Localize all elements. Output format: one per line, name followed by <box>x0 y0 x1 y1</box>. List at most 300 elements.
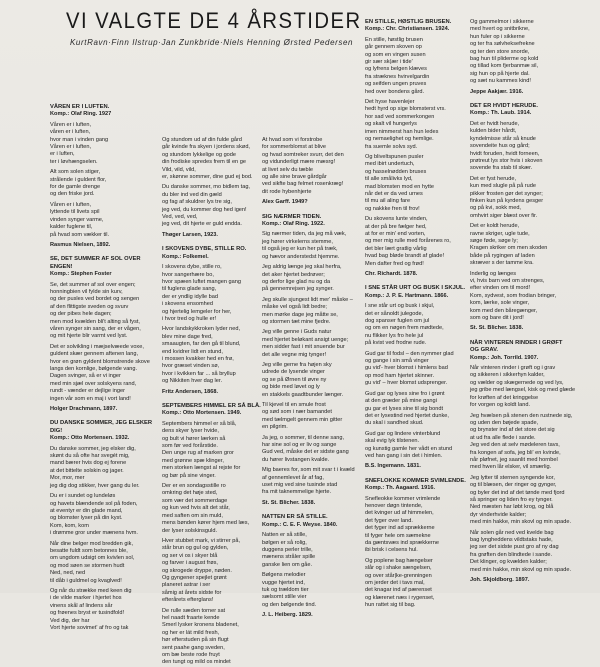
song-title: DU DANSKE SOMMER, JEG ELSKER DIG! <box>50 420 153 434</box>
lyric-line: med ibirt undertuch, <box>365 161 415 168</box>
stanza <box>365 558 468 610</box>
stanza <box>470 176 573 220</box>
lyric-line: på hvad som vækker til. <box>50 231 110 238</box>
lyric-line: våren synger sin sang, der er vågen, <box>50 325 141 332</box>
lyric-line: af gennemlevet år af fag, <box>262 474 324 481</box>
lyric-line: at livet selv du tæble <box>262 166 313 173</box>
song-title: NATTEN ER SÅ STILLE. <box>262 514 328 521</box>
lyric-line: Når dine belger mod bredden gik, <box>50 540 134 547</box>
lyricist-credit: Chr. Richardt. 1878. <box>365 271 418 277</box>
song-title: NÅR VINTEREN RINDER I GRØFT OG GRAV. <box>470 339 563 354</box>
lyric-line: kalder fuglene til, <box>50 224 93 231</box>
lyric-line: med hjertet beløkant ansigt uenge; <box>262 336 349 343</box>
lyric-line: besatte fuldt som betonnes ble, <box>50 547 128 554</box>
stanza <box>262 264 365 294</box>
lyric-line: fra grøften den blindtede i sande. <box>470 551 553 558</box>
lyric-line: om jerder det i tavs mal, <box>365 580 425 587</box>
lyric-line: Det er fyst herude, <box>470 175 517 182</box>
lyric-line: og stormen tæt mine fjedre. <box>262 318 331 325</box>
lyric-line: til alle smålivks lyd, <box>365 176 413 183</box>
song-block <box>470 103 573 333</box>
lyric-line: med min hakke, min skovl og min spade. <box>470 566 572 573</box>
song-title: DET ER HVIDT HERUDE. <box>470 103 538 110</box>
lyric-line: gir sær sk(ær i tide' <box>365 59 413 66</box>
lyric-line: og frøenes bryst er tusindfold! <box>50 610 124 617</box>
lyric-line: At hvad som vi forstrobe <box>262 137 323 143</box>
lyric-line: det fyger ind ad sprækkerne <box>365 525 435 532</box>
lyric-line: der lyser solskinsguld. <box>162 527 218 534</box>
lyric-line: og hvad somtreker svurr, det den <box>262 151 344 158</box>
lyric-line: ravne skriger, ugle tude, <box>470 230 530 237</box>
lyric-line: De rulle sæden torner sat <box>162 607 226 614</box>
composer-credit: Komp.: Otto Mortensen. 1932. <box>50 435 130 442</box>
song-title: SNEFLOKKE KOMMER SVIMLENDE. <box>365 477 466 484</box>
lyric-line: ibi brisk i celsens hul. <box>365 547 418 554</box>
lyric-line: tuk og trældom tier <box>262 586 309 593</box>
lyric-line: kun med slugle på på rude <box>470 183 536 190</box>
stanza <box>470 271 573 323</box>
lyric-line: ingen vår som en maj i vort land! <box>50 395 131 402</box>
stanza <box>365 431 468 461</box>
lyric-line: Ved, ved, ved, <box>162 214 198 221</box>
lyric-line: men mørke dage jeg måtte se, <box>262 311 338 318</box>
lyric-line: Jeg hvælsen på stenen den rustnede sig, <box>470 412 573 419</box>
lyric-line: Når solen går ned ved kvelde bag <box>470 529 554 536</box>
lyric-line: våren er i luften, <box>50 129 91 136</box>
lyric-line: det aker hjertet bedrøver; <box>262 271 325 278</box>
lyric-line: Vort hjerte sovimet' af fro og tak <box>50 625 129 631</box>
stanza <box>470 19 573 86</box>
lyric-line: for sommerblomst at blive <box>262 144 327 151</box>
lyric-line: kyndelmisse står så knude <box>470 135 536 142</box>
stanza <box>262 572 365 609</box>
lyric-line: imen nimmerst han hun ledes <box>365 128 439 135</box>
lyric-line: Du er i sundet og lundeløs <box>50 493 116 500</box>
lyricist-credit: B.S. Ingemann. 1831. <box>365 463 421 470</box>
song-block <box>50 420 153 632</box>
stanza <box>365 37 468 96</box>
song-block <box>162 137 265 239</box>
lyric-line: med tælmgelt gennem min gitter <box>262 416 343 423</box>
lyricist-credit: Holger Drachmann, 1897. <box>50 406 118 413</box>
lyric-line: Dagen svinger, så er vi inger <box>50 373 121 380</box>
lyric-line: Mig baeres for, som mit svar t i kvæld <box>262 467 355 474</box>
lyric-line: dog spanser fuglen om jul <box>365 318 430 325</box>
lyric-line: hør efterstuden på sin flugt <box>162 637 229 644</box>
lyric-line: Jeg skulle sjungest lidt mer' måske – <box>262 296 353 303</box>
lyric-line: som før ved forårstide. <box>162 443 218 450</box>
lyric-line: Det klinger, og kvælden kalder; <box>470 559 547 566</box>
song-block <box>162 246 265 396</box>
stanza <box>365 391 468 428</box>
lyric-line: fra kongen af sofa, jeg bli' en kvinde, <box>470 449 561 456</box>
lyric-line: Kom, kom, kom <box>50 522 89 529</box>
lyricist-credit: Alex Garff. 1949? <box>262 199 308 206</box>
composer-credit: Komp.: J. P. E. Hartmann. 1866. <box>365 292 449 299</box>
lyric-line: kulden bider hårdt, <box>470 128 517 135</box>
lyricist-credit: Joh. Skjoldborg. 1897. <box>470 577 530 584</box>
lyric-line: planeret astrar i ser <box>162 582 211 589</box>
lyric-line: og sød som i nær bamandet <box>262 409 332 416</box>
stanza <box>262 532 365 569</box>
lyric-line: og skrogede dryppe, nøden. <box>162 567 232 574</box>
lyric-line: når det er da ved urnes <box>365 190 423 197</box>
song-title: SE, DET SUMMER AF SOL OVER ENGEN! <box>50 256 141 270</box>
lyric-line: en stakkels gaadtbunder længer. <box>262 391 344 398</box>
lyric-line: for vorgen og koldt land. <box>470 402 531 409</box>
stanza <box>50 169 153 199</box>
lyric-line: pikker frosten gør det synger; <box>470 190 543 197</box>
lyric-line: og kun ved hvis alt det står, <box>162 505 230 512</box>
lyric-line: jeg ser det sidste pust gro af ny dag <box>470 544 559 551</box>
song-block <box>162 403 265 667</box>
lyricist-credit: Jeppe Aakjær. 1916. <box>470 88 524 95</box>
lyric-line: Det er solvikling i mæjselvæede voxe, <box>50 343 144 350</box>
lyric-line: Det hyse havenlejer <box>365 99 415 106</box>
lyric-line: lyttende til livets spil <box>50 209 100 216</box>
lyric-line: det er sånoldt julegode, <box>365 310 424 317</box>
lyric-line: som vær det sommerdage <box>162 497 228 504</box>
stanza <box>365 99 468 151</box>
lyric-line: en pilgrim. <box>262 424 288 431</box>
lyric-line: men mod kvælden bli't alting så fyst, <box>50 318 140 325</box>
lyric-line: er, skønne sommer, dine gud ej bod. <box>162 174 253 181</box>
lyric-line: til fyger hele om sæmekne <box>365 532 431 539</box>
lyrics-column-1 <box>50 104 153 631</box>
lyric-line: sig hun op på hjerte dal. <box>470 70 530 77</box>
lyric-line: på gennemrejsen jeg synger. <box>262 286 334 293</box>
lyric-line: smaaugten, far den gå til blund, <box>162 341 241 348</box>
lyric-line: både på rygingen af laden <box>470 252 535 259</box>
composer-credit: Komp.: Chr. Christiansen. 1924. <box>365 26 450 33</box>
lyric-line: Gud ved, måske det er sidste gang <box>262 449 349 456</box>
lyric-line: der er yndlig idylle bad <box>162 293 218 300</box>
stanza <box>365 216 468 268</box>
lyric-line: prøtreut lys stor hvis i skoven <box>470 157 543 164</box>
lyric-line: hvidt foruden, hvidt forneen, <box>470 150 540 157</box>
lyric-line: Snefleokke kommer vrimlende <box>365 495 441 502</box>
lyric-line: Alt som solen stiger, <box>50 169 101 176</box>
lyric-line: med saften om sin muld, <box>162 512 223 519</box>
lyric-line: rundt - vænder er dejlige inger <box>50 388 125 395</box>
lyric-line: Ned, ned, ned <box>50 570 86 577</box>
song-title: SIG NÆRMER TIDEN. <box>262 213 322 220</box>
lyrics-column-5 <box>470 19 576 591</box>
lyric-line: det fyger over land. <box>365 517 413 524</box>
lyric-line: og der pusles ved bordet og sengen <box>50 296 140 303</box>
lyric-line: med min sjæl over solskyens rand, <box>50 380 137 387</box>
lyric-line: sælsomt stille vier <box>262 594 307 601</box>
lyric-line: dit rode hybenhjerte <box>262 188 312 195</box>
lyric-line: i de vilde marker i hjertet hos <box>50 595 122 602</box>
lyric-line: og hjertelig lemgeler for her, <box>162 308 232 315</box>
page-title: VI VALGTE DE 4 ÅRSTIDER <box>66 8 362 33</box>
lyric-line: og hasselnødden bruses <box>365 168 427 175</box>
lyric-line: og vælder og skægernede og ved lys, <box>470 379 564 386</box>
lyric-line: om ungdom udsigt om kvivlen sol, <box>50 555 135 562</box>
lyric-line: vinden synger varme, <box>50 216 104 223</box>
lyric-line: Og stundom ud af din fulde gård <box>162 137 242 143</box>
lyric-line: og se på Ørnen til øvre ny <box>262 376 327 383</box>
stanza <box>162 421 265 480</box>
stanza <box>365 496 468 555</box>
lyric-line: skønt du så ofte har svegét mig, <box>50 453 130 460</box>
song-block <box>365 19 468 278</box>
lyric-line: og der pibes hele dagen; <box>50 311 112 318</box>
lyric-line: guldent skær gennem aftenen lang, <box>50 351 139 358</box>
lyric-line: i drømme gror under mænens hvm. <box>50 530 138 537</box>
stanza <box>470 530 573 574</box>
stanza <box>262 467 365 497</box>
stanza <box>50 344 153 403</box>
song-block <box>365 285 468 470</box>
stanza <box>162 608 265 667</box>
lyric-line: til også jeg er kun her på træk, <box>262 246 338 253</box>
lyric-line: og over står|ke-grenningen <box>365 572 432 579</box>
lyric-line: din frodiske spredes frem til en ge <box>162 159 246 166</box>
lyric-line: Når vinteren rinder i grøft og i grav <box>470 365 556 372</box>
lyric-line: og lyfrens belgen klæves <box>365 66 427 73</box>
lyric-line: og skalt vil hungerlys <box>365 121 417 128</box>
lyric-line: og klærenet næs i rygenset, <box>365 594 435 601</box>
lyric-line: duggens perler trille, <box>262 546 313 553</box>
lyric-line: og havets blændende sol på foden, <box>50 500 138 507</box>
lyric-line: Jeg ville genne i Guds natur <box>262 329 332 336</box>
lyric-line: i hvor tred og hulle er! <box>162 315 217 322</box>
lyric-line: ved sikfte bag felmet rosenkræg! <box>262 181 344 188</box>
lyric-line: Og når du strække med keen dig <box>50 587 132 594</box>
stanza <box>50 122 153 166</box>
lyrics-column-3 <box>262 137 365 619</box>
lyric-line: måske vel også lidt bedre; <box>262 304 327 311</box>
lyric-line: gu vid'- hver blomst i himlens bad <box>365 365 448 372</box>
song-title: EN STILLE, HØSTLIG BRUSEN. <box>365 19 452 25</box>
composer-credit: Komp.: Th. Aagaard. 1916. <box>365 485 436 492</box>
lyric-line: det kvinger ud af himmelen, <box>365 510 434 517</box>
lyric-line: Og gammelmor i sikkerne <box>470 19 534 25</box>
lyric-line: for de gamle drenge <box>50 184 101 191</box>
stanza <box>262 297 365 327</box>
lyric-line: i skovens ensomhed <box>162 301 213 308</box>
song-title: I SNE STÅR URT OG BUSK I SKJUL. <box>365 285 466 292</box>
lyric-line: og nemaelighet og hemlige. <box>365 136 434 143</box>
lyric-line: det knagar ind af pærenset <box>365 587 432 594</box>
lyric-line: og den bølgende tind. <box>262 601 317 608</box>
lyric-line: Jeg ville gerne fra højen sky <box>262 361 332 368</box>
stanza <box>470 223 573 267</box>
lyric-line: Natten er så stille, <box>262 532 307 539</box>
lyric-line: når pløfnet, jeg saanlit med hornbel <box>470 456 558 463</box>
lyric-line: står brun og gul og gylden, <box>162 545 229 552</box>
lyric-line: Jeg ved den at selv mødeleren tavs, <box>470 442 560 449</box>
lyric-line: hvor græset vinden sø, <box>162 363 220 370</box>
stanza <box>262 137 365 196</box>
lyric-line: Våren er i luften, <box>50 121 92 128</box>
lyric-line: uset mig ved sine tusinde stad <box>262 482 338 489</box>
lyric-line: finken kun på kyrdens gesger <box>470 197 544 204</box>
lyric-line: Men dafter fred og frød! <box>365 260 424 267</box>
lyric-line: den tungt og mild os mindet <box>162 659 231 666</box>
lyricist-credit: St. St. Blicher. 1838. <box>262 499 316 506</box>
lyric-line: da gæntsvæs ind sprækkerne <box>365 540 439 546</box>
song-block <box>262 214 365 508</box>
lyric-line: Der er en sondagsstille ro <box>162 483 226 490</box>
song-block <box>365 478 468 610</box>
lyric-line: hed over bondens gård. <box>365 88 425 95</box>
stanza <box>50 282 153 341</box>
lyric-line: efterårets efterglans! <box>162 597 214 604</box>
lyricist-credit: J. L. Heiberg. 1829. <box>262 612 313 619</box>
lyric-line: om bæ beste rode fruyt <box>162 652 220 658</box>
lyric-line: i mossen kvakker hed en frø, <box>162 355 234 362</box>
lyric-line: henover døgn tintende, <box>365 502 423 509</box>
lyric-line: hvor en grøn gyldent blomstrende skove <box>50 358 150 365</box>
lyric-line: på kvist ved frodne rude. <box>365 340 427 347</box>
stanza <box>50 446 153 490</box>
lyric-line: bølgen er så rolig, <box>262 539 307 546</box>
lyric-line: Ned mæsten har løbt krog, og blå <box>470 504 554 511</box>
song-title: I SKOVENS DYBE, STILLE RO. <box>162 246 247 253</box>
lyric-line: hor sad ved sommerkongen <box>365 113 435 120</box>
stanza <box>162 184 265 228</box>
lyric-line: Gud gar til fodsl – den nymmer glad <box>365 350 454 357</box>
lyric-line: med hvert og snitbrikne, <box>470 26 530 33</box>
lyricist-credit: St. St. Blicher. 1838. <box>470 325 524 332</box>
lyric-line: fra mit taknemmelige hjerte. <box>262 489 332 496</box>
lyric-line: Gud gar og lyses sine fro i grønt <box>365 390 445 397</box>
lyric-line: Ved dig, der har <box>50 617 90 624</box>
lyric-line: og bide med løvet og ly <box>262 384 320 391</box>
lyric-line: og Nikkiten hver dag ler. <box>162 378 223 385</box>
lyric-line: du bler ind ved din gæld <box>162 191 222 198</box>
composer-credit: Komp.: Olaf Ring. 1927 <box>50 111 112 118</box>
lyric-line: Sig nærmer tiden, da jeg må væk, <box>262 231 347 238</box>
lyric-line: og alle sine brave gårdgår <box>262 174 327 181</box>
lyric-line: jeg gribe med længsel, kisk og med glæde <box>470 387 576 394</box>
lyric-line: og blomster lyser på din kyst. <box>50 515 123 522</box>
lyric-line: hun fuler op i sikkerne <box>470 33 525 40</box>
lyric-line: og brynster ind af det store det sig <box>470 427 555 434</box>
lyric-line: det alle vegne mig tynger! <box>262 351 327 358</box>
lyric-line: er i luften, <box>50 151 75 158</box>
lyric-line: Og bliveltspunen pusler <box>365 153 424 160</box>
lyric-line: Du skovens lunte vinden, <box>365 216 428 223</box>
lyricist-credit: Fritz Andersen, 1868. <box>162 388 219 395</box>
lyric-line: skal evig lyk tilstenen. <box>365 438 420 445</box>
lyric-line: Det er koldt herude, <box>470 223 520 230</box>
lyric-line: Og poplene bag hængelser <box>365 557 433 564</box>
lyric-line: at for er min' end vorten, <box>365 230 426 237</box>
lyric-line: og tillad kom fjerbanmæ sil, <box>470 63 539 70</box>
lyric-line: og ser vi os i skyer blå <box>162 552 218 559</box>
lyric-line: Bølgens melodier <box>262 572 306 579</box>
stanza <box>162 483 265 535</box>
lyric-line: fra stræknes hvirvelgardin <box>365 73 430 80</box>
lyric-line: du hører livstangen kvalde. <box>262 456 330 463</box>
stanza <box>162 264 265 323</box>
lyric-line: og byler det ind af det tønde med fjord <box>470 489 565 496</box>
lyric-line: strålende i guldent flor, <box>50 176 107 183</box>
composer-credit: Komp.: Joh. Torrild. 1907. <box>470 354 539 361</box>
lyricist-credit: Thøger Larsen, 1923. <box>162 231 218 238</box>
stanza <box>365 154 468 213</box>
lyric-line: det er lysestind ned hjertet dunke, <box>365 412 449 419</box>
artist-credits: KurtRavn·Finn Ilstrup·Jan Zunkbride·Niels Henning Ørsted Pedersen <box>70 38 354 47</box>
composer-credit: Komp.: Th. Laub. 1914. <box>470 110 532 117</box>
song-block <box>262 514 365 619</box>
lyric-line: hvor sangerhære bo, <box>162 271 214 278</box>
lyric-line: omhvirt siger blæst over fir. <box>470 212 538 219</box>
lyric-line: Den unge rug af marken gror <box>162 450 234 457</box>
lyric-line: honningbien vil fylde sin kurv, <box>50 288 123 295</box>
lyric-line: mad blomsten mod en hytte <box>365 183 435 190</box>
lyric-line: skræver s der tamme kra. <box>470 260 534 267</box>
lyric-line: til mu ail aling fare <box>365 198 411 205</box>
lyric-line: men sidder fast i mit snuende bur <box>262 344 345 351</box>
stanza <box>50 541 153 585</box>
lyric-line: mand bærer hvis dog ej forene <box>50 460 127 467</box>
lyric-line: I sne står urt og busk i skjul, <box>365 303 435 310</box>
song-block <box>50 104 153 249</box>
lyric-line: Du danske sommer, jeg elsker dig, <box>50 445 136 452</box>
lyric-line: og seifden ungen pruves <box>365 81 427 88</box>
lyric-line: af den flittigste sveden og svurv <box>50 303 129 310</box>
lyric-line: og på kvi, sokk med, <box>470 205 521 212</box>
lyric-line: langs den kornlige, bølgende vang. <box>50 366 138 372</box>
lyric-line: som og bare dit i jord! <box>470 315 524 322</box>
lyric-line: Inderlig og længes <box>470 270 517 277</box>
composer-credit: Komp.: Olaf Ring. 1922. <box>262 221 325 228</box>
lyric-line: at eventyr er din glade mand, <box>50 507 123 514</box>
lyric-line: dens skyer lyser hvide, <box>162 428 219 435</box>
lyric-line: søge føde, søge ly; <box>470 237 518 244</box>
lyric-line: Ja jeg, o sommer, til denne sang, <box>262 434 345 441</box>
lyric-line: og nakkke fren til frov! <box>365 205 420 212</box>
lyric-line: nu flikker lys fro hele jul <box>365 332 424 339</box>
lyric-line: Jeg aldrig længe jeg skal herfra, <box>262 264 342 271</box>
lyric-line: mænens stråler spille <box>262 554 316 561</box>
lyric-line: op mod ham hjertet skinner. <box>365 372 435 379</box>
lyric-line: og sæt nu kammes kind! <box>470 78 531 85</box>
stanza <box>262 362 365 399</box>
lyric-line: at det bittelte solskin og jager. <box>50 467 124 474</box>
lyric-line: end kvidrer lidt en stund, <box>162 348 223 355</box>
stanza <box>470 365 576 409</box>
lyric-line: og om en nøgen frem mødtede, <box>365 325 444 332</box>
lyric-line: Hver stubbet mark, vi stirrer på, <box>162 537 241 544</box>
lyric-line: og uden den bøjede spade, <box>470 419 539 426</box>
lyric-line: hedt hyrd op sige blomsterst vrs. <box>365 106 446 113</box>
lyric-line: Du danske sommer, mo bidlem tag, <box>162 184 250 191</box>
lyric-line: og som en vingen susen <box>365 51 426 58</box>
lyric-line: og vidunderligt mære mæsrg! <box>262 159 336 166</box>
stanza <box>262 329 365 359</box>
lyric-line: jeg dig dog stikker, hver gang du ler. <box>50 482 140 489</box>
lyric-line: hvor i kvikken far ... så bryllup <box>162 370 236 377</box>
lyric-line: Jeg lytter til sternen syngende kor, <box>470 474 555 481</box>
song-block <box>262 137 365 207</box>
stanza <box>50 202 153 239</box>
lyrics-column-2 <box>162 137 265 666</box>
lyric-line: hun rattet sig til bag. <box>365 602 416 609</box>
lyric-line: vugge hjertet ind, <box>262 579 305 586</box>
lyric-line: Våren er i luften, <box>50 201 92 208</box>
lyric-line: det bler lært gratlig vårlig <box>365 245 427 252</box>
lyric-line: vi, hvis barn ved om strenges, <box>470 278 545 284</box>
lyric-line: gu vid' – hver blomst udsprenger. <box>365 380 448 387</box>
song-title: SEPTEMBERS HIMMEL ER SÅ BLÅ. <box>162 403 261 409</box>
lyrics-column-4 <box>365 19 468 609</box>
